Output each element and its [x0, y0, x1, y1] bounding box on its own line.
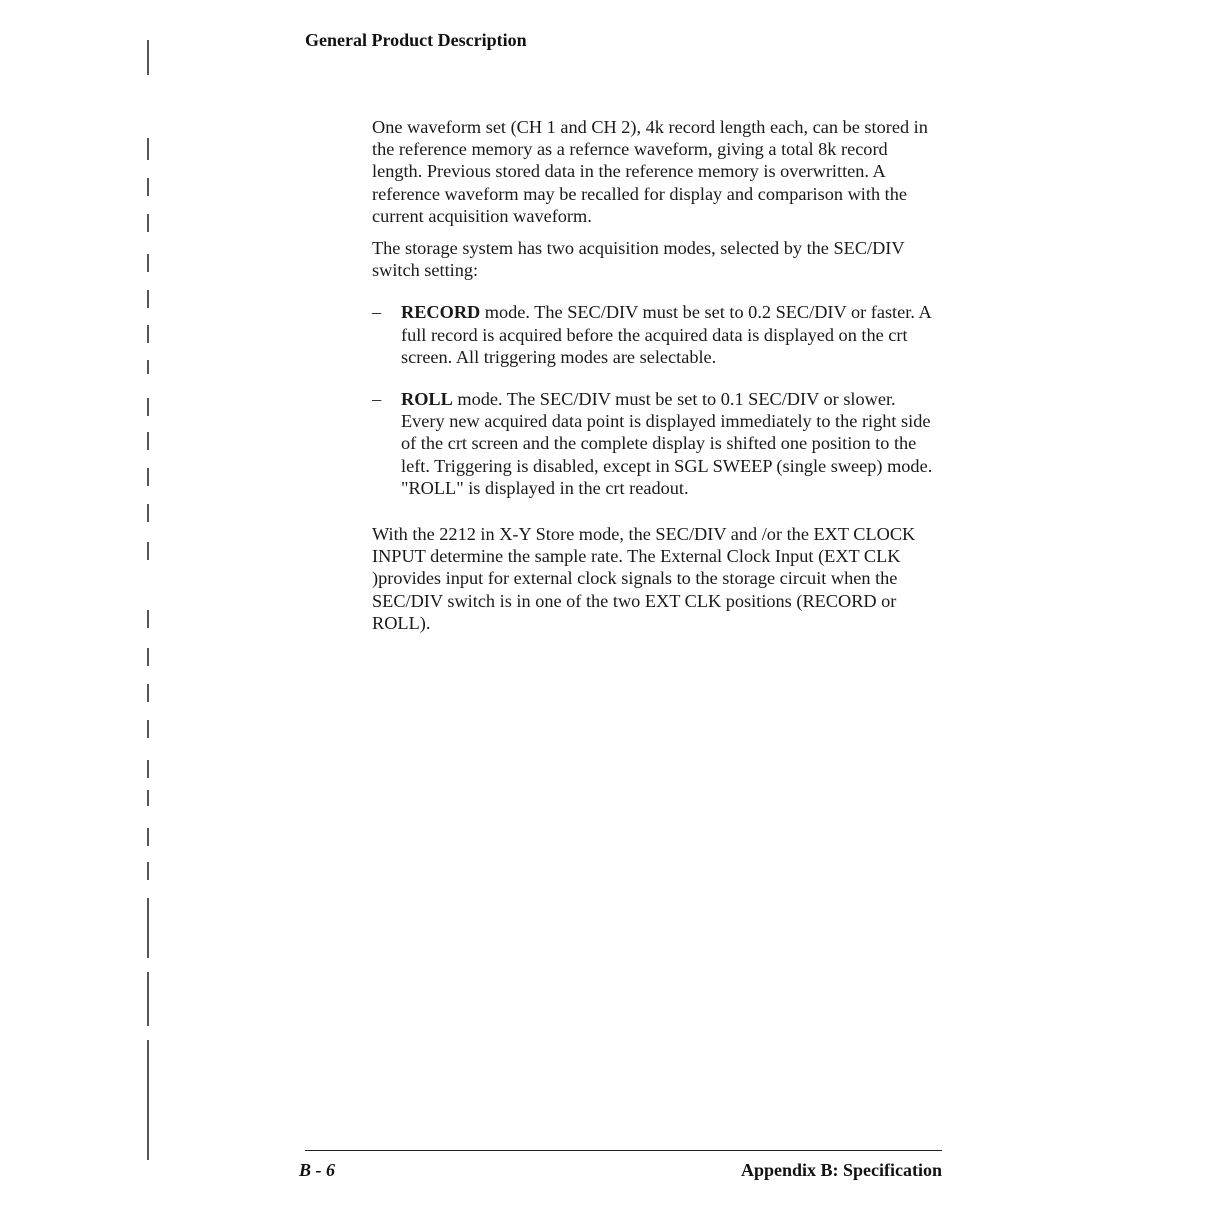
paragraph-reference-memory: One waveform set (CH 1 and CH 2), 4k record length each, can be stored in the reference memory as a refernce waveform, giving a total 8k record length. Previous stored data in the reference memory is overwritten. A reference waveform may be recalled for display and comparison with the current acquisition waveform. — [372, 117, 928, 226]
paragraph-acquisition-modes: The storage system has two acquisition modes, selected by the SEC/DIV switch setting: — [372, 238, 905, 281]
margin-change-bar — [147, 542, 149, 560]
margin-change-bar — [147, 178, 149, 196]
margin-change-bar — [147, 398, 149, 416]
body-text — [372, 116, 942, 644]
margin-change-bar — [147, 610, 149, 628]
margin-change-bar — [147, 684, 149, 702]
list-item — [372, 301, 942, 368]
margin-change-bar — [147, 760, 149, 778]
margin-change-bar — [147, 468, 149, 486]
margin-change-bar — [147, 828, 149, 846]
margin-change-bar — [147, 648, 149, 666]
mode-term: RECORD — [401, 302, 481, 323]
margin-change-bar — [147, 898, 149, 958]
margin-change-bar — [147, 290, 149, 308]
margin-change-bar — [147, 360, 149, 374]
margin-change-bar — [147, 254, 149, 272]
mode-description: mode. The SEC/DIV must be set to 0.1 SEC/DIV or slower. Every new acquired data point is displayed immediately to the right side of the crt screen and the complete display is shifted one position to the left. Triggering is disabled, except in SGL SWEEP (single sweep) mode. "ROLL" is displayed in the crt readout. — [401, 389, 933, 498]
footer-section-title: Appendix B: Specification — [740, 1160, 942, 1180]
margin-change-bar — [147, 1040, 149, 1160]
margin-change-bar — [147, 40, 149, 75]
margin-change-bar — [147, 720, 149, 738]
bullet-dash: – — [372, 389, 382, 410]
margin-change-bar — [147, 432, 149, 450]
margin-change-bar — [147, 214, 149, 232]
margin-change-bar — [147, 862, 149, 880]
footer-rule — [305, 1150, 942, 1151]
mode-list — [372, 301, 942, 499]
mode-term: ROLL — [401, 389, 453, 410]
paragraph-xy-store: With the 2212 in X-Y Store mode, the SEC/DIV and /or the EXT CLOCK INPUT determine the sample rate. The External Clock Input (EXT CLK )provides input for external clock signals to the storage circuit when the SEC/DIV switch is in one of the two EXT CLK positions (RECORD or ROLL). — [372, 524, 916, 633]
margin-change-bar — [147, 504, 149, 522]
bullet-dash: – — [372, 302, 382, 323]
mode-description: mode. The SEC/DIV must be set to 0.2 SEC/DIV or faster. A full record is acquired before the acquired data is displayed on the crt screen. All triggering modes are selectable. — [401, 302, 931, 367]
margin-change-bar — [147, 325, 149, 343]
margin-change-bar — [147, 972, 149, 1026]
margin-change-bar — [147, 138, 149, 160]
list-item — [372, 388, 942, 499]
margin-change-bar — [147, 790, 149, 806]
page-number: B - 6 — [299, 1160, 335, 1180]
page-header: General Product Description — [305, 30, 527, 50]
